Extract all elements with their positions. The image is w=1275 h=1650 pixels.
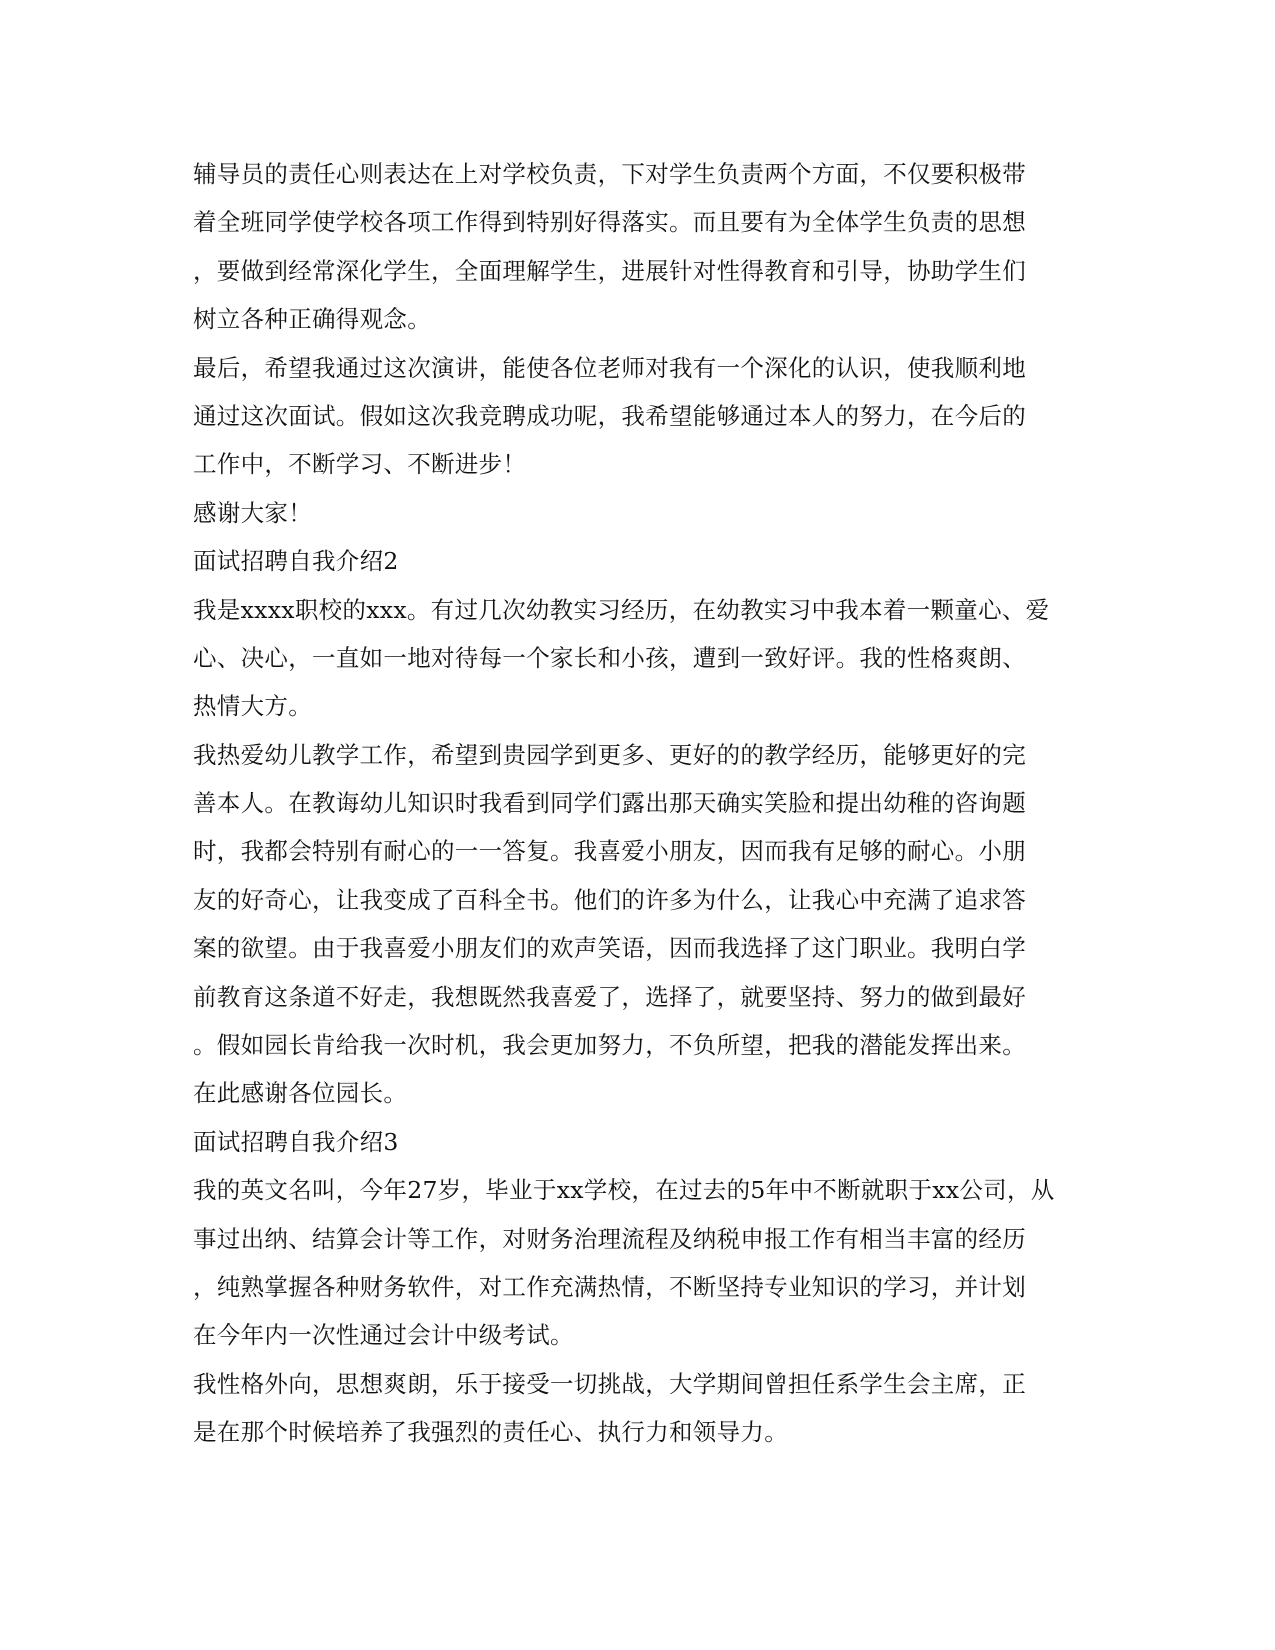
text-line: 事过出纳、结算会计等工作，对财务治理流程及纳税申报工作有相当丰富的经历	[193, 1224, 1026, 1253]
text-line: 通过这次面试。假如这次我竞聘成功呢，我希望能够通过本人的努力，在今后的	[193, 401, 1026, 430]
text-line: 是在那个时候培养了我强烈的责任心、执行力和领导力。	[193, 1418, 788, 1447]
text-line: ，要做到经常深化学生，全面理解学生，进展针对性得教育和引导，协助学生们	[193, 256, 1026, 285]
text-line: 友的好奇心，让我变成了百科全书。他们的许多为什么，让我心中充满了追求答	[193, 885, 1026, 914]
text-line: 在今年内一次性通过会计中级考试。	[193, 1321, 574, 1350]
text-line: 前教育这条道不好走，我想既然我喜爱了，选择了，就要坚持、努力的做到最好	[193, 982, 1026, 1011]
text-line: 。假如园长肯给我一次时机，我会更加努力，不负所望，把我的潜能发挥出来。	[193, 1031, 1026, 1060]
text-line: 树立各种正确得观念。	[193, 305, 431, 334]
text-line: 工作中，不断学习、不断进步！	[193, 450, 527, 479]
text-line: 案的欲望。由于我喜爱小朋友们的欢声笑语，因而我选择了这门职业。我明白学	[193, 934, 1026, 963]
text-line: 我性格外向，思想爽朗，乐于接受一切挑战，大学期间曾担任系学生会主席，正	[193, 1369, 1026, 1398]
document-body	[193, 150, 1093, 1457]
text-line: 善本人。在教诲幼儿知识时我看到同学们露出那天确实笑脸和提出幼稚的咨询题	[193, 789, 1026, 818]
text-line: 时，我都会特别有耐心的一一答复。我喜爱小朋友，因而我有足够的耐心。小朋	[193, 837, 1026, 866]
text-line: 我的英文名叫，今年27岁，毕业于xx学校，在过去的5年中不断就职于xx公司，从	[193, 1176, 1055, 1205]
text-line: 感谢大家！	[193, 498, 312, 527]
text-line: 心、决心，一直如一地对待每一个家长和小孩，遭到一致好评。我的性格爽朗、	[193, 643, 1026, 672]
text-line: 我热爱幼儿教学工作，希望到贵园学到更多、更好的的教学经历，能够更好的完	[193, 740, 1026, 769]
text-line: 最后，希望我通过这次演讲，能使各位老师对我有一个深化的认识，使我顺利地	[193, 353, 1026, 382]
text-line: 我是xxxx职校的xxx。有过几次幼教实习经历，在幼教实习中我本着一颗童心、爱	[193, 595, 1050, 624]
text-line: 着全班同学使学校各项工作得到特别好得落实。而且要有为全体学生负责的思想	[193, 208, 1026, 237]
text-line: 热情大方。	[193, 692, 312, 721]
text-line: ，纯熟掌握各种财务软件，对工作充满热情，不断坚持专业知识的学习，并计划	[193, 1272, 1026, 1301]
text-line: 在此感谢各位园长。	[193, 1079, 408, 1108]
section-heading: 面试招聘自我介绍3	[193, 1127, 399, 1156]
section-heading: 面试招聘自我介绍2	[193, 547, 399, 576]
text-line: 辅导员的责任心则表达在上对学校负责，下对学生负责两个方面，不仅要积极带	[193, 160, 1026, 188]
